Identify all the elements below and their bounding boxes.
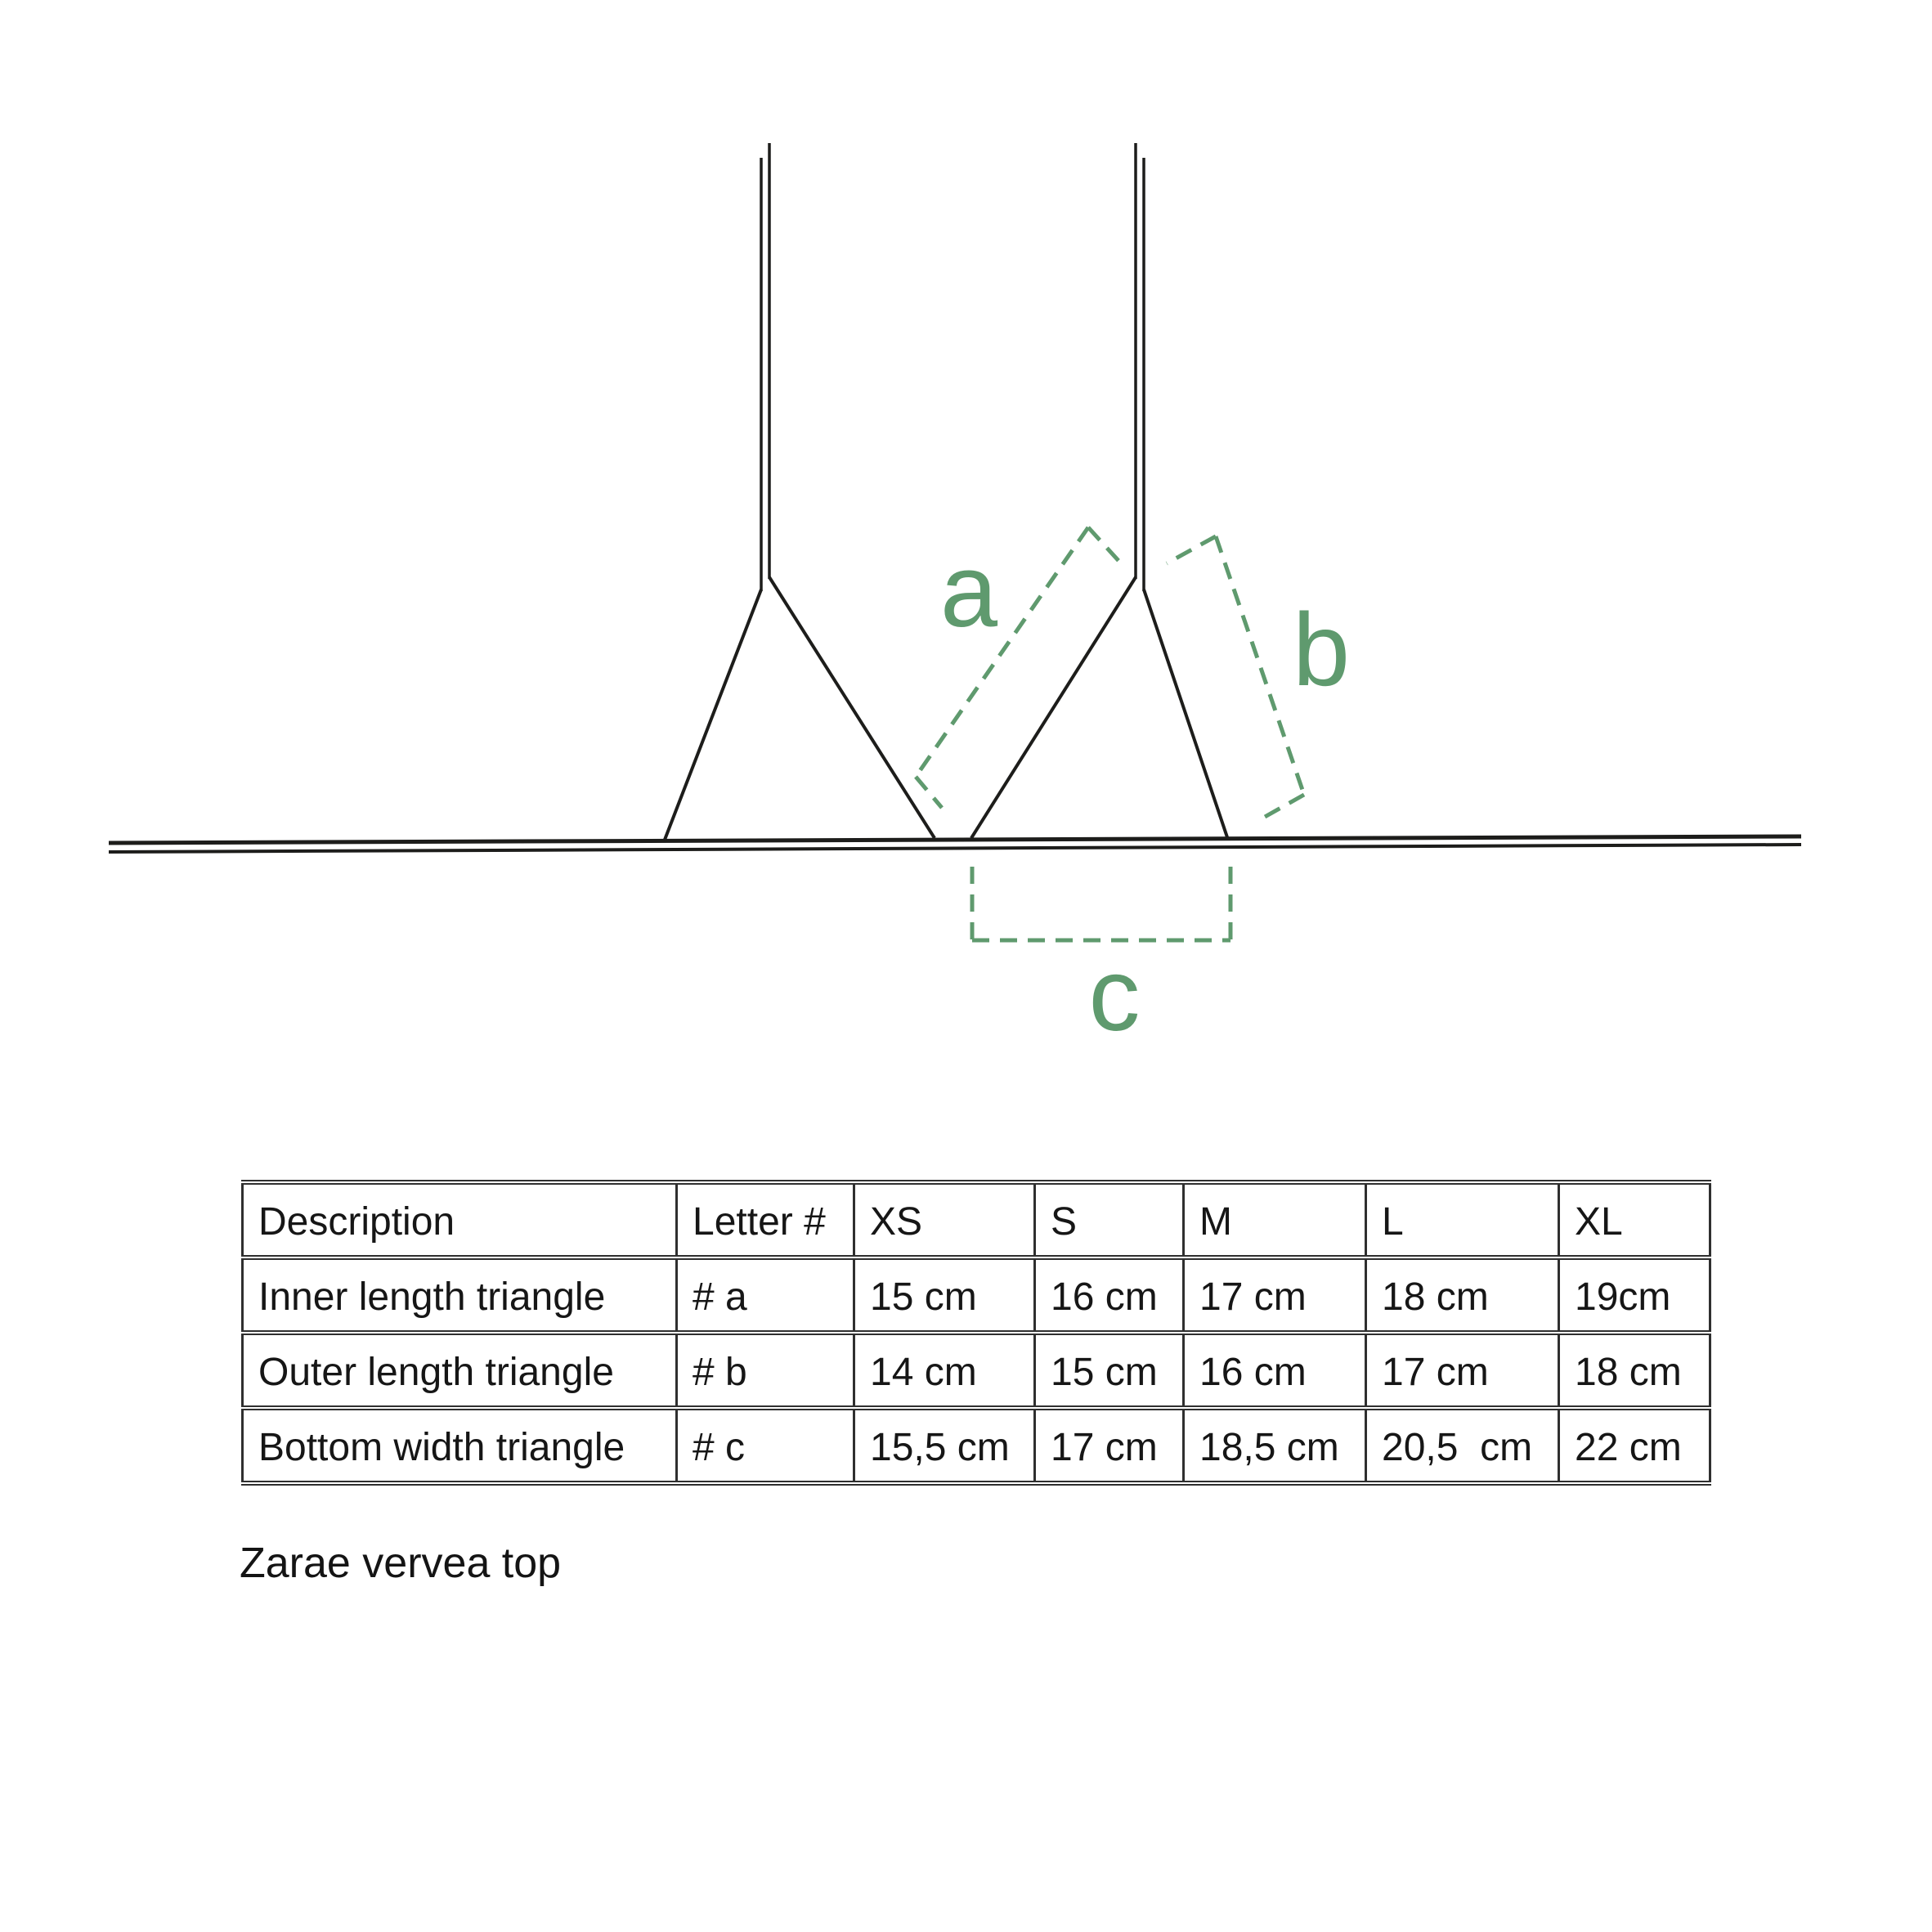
col-header-xl: XL bbox=[1559, 1182, 1710, 1257]
measure-b-main bbox=[1216, 536, 1304, 795]
cell-xs: 14 cm bbox=[854, 1333, 1035, 1408]
size-table-header-row bbox=[243, 1182, 1710, 1257]
measure-c-label: c bbox=[1088, 937, 1141, 1052]
measure-a-cap-bottom bbox=[916, 777, 942, 808]
measure-a-cap-top bbox=[1088, 527, 1121, 563]
cell-s: 16 cm bbox=[1035, 1257, 1184, 1333]
cell-xl: 19cm bbox=[1559, 1257, 1710, 1333]
cell-letter: # a bbox=[677, 1257, 854, 1333]
cell-s: 15 cm bbox=[1035, 1333, 1184, 1408]
table-row-bottom-width bbox=[243, 1408, 1710, 1483]
table-row-inner-length bbox=[243, 1257, 1710, 1333]
cell-description: Bottom width triangle bbox=[243, 1408, 677, 1483]
cell-xl: 18 cm bbox=[1559, 1333, 1710, 1408]
cell-letter: # c bbox=[677, 1408, 854, 1483]
strap-lines bbox=[761, 143, 1144, 591]
table-row-outer-length bbox=[243, 1333, 1710, 1408]
measure-c-bracket bbox=[972, 867, 1230, 940]
cell-m: 18,5 cm bbox=[1184, 1408, 1366, 1483]
cell-l: 17 cm bbox=[1366, 1333, 1559, 1408]
left-cup-inner-edge bbox=[769, 577, 935, 838]
left-triangle-cup bbox=[665, 577, 935, 840]
measure-b-line bbox=[1167, 536, 1304, 820]
cell-letter: # b bbox=[677, 1333, 854, 1408]
left-cup-outer-edge bbox=[665, 589, 761, 840]
cell-s: 17 cm bbox=[1035, 1408, 1184, 1483]
col-header-l: L bbox=[1366, 1182, 1559, 1257]
band-bottom-line bbox=[109, 845, 1801, 852]
measure-b-cap-bottom bbox=[1259, 795, 1304, 820]
cell-description: Outer length triangle bbox=[243, 1333, 677, 1408]
band-lines bbox=[109, 836, 1801, 852]
col-header-letter: Letter # bbox=[677, 1182, 854, 1257]
col-header-description: Description bbox=[243, 1182, 677, 1257]
cell-xl: 22 cm bbox=[1559, 1408, 1710, 1483]
cell-l: 20,5 cm bbox=[1366, 1408, 1559, 1483]
cell-description: Inner length triangle bbox=[243, 1257, 677, 1333]
cell-l: 18 cm bbox=[1366, 1257, 1559, 1333]
cell-m: 16 cm bbox=[1184, 1333, 1366, 1408]
col-header-xs: XS bbox=[854, 1182, 1035, 1257]
right-cup-outer-edge bbox=[1144, 589, 1228, 840]
size-table bbox=[241, 1180, 1711, 1486]
cell-xs: 15,5 cm bbox=[854, 1408, 1035, 1483]
cell-m: 17 cm bbox=[1184, 1257, 1366, 1333]
right-triangle-cup bbox=[971, 577, 1228, 840]
product-name: Zarae vervea top bbox=[240, 1540, 562, 1587]
col-header-m: M bbox=[1184, 1182, 1366, 1257]
col-header-s: S bbox=[1035, 1182, 1184, 1257]
measure-a-label: a bbox=[939, 533, 998, 648]
measure-b-cap-top bbox=[1167, 536, 1216, 563]
cell-xs: 15 cm bbox=[854, 1257, 1035, 1333]
measure-b-label: b bbox=[1292, 592, 1351, 707]
band-top-line bbox=[109, 836, 1801, 843]
